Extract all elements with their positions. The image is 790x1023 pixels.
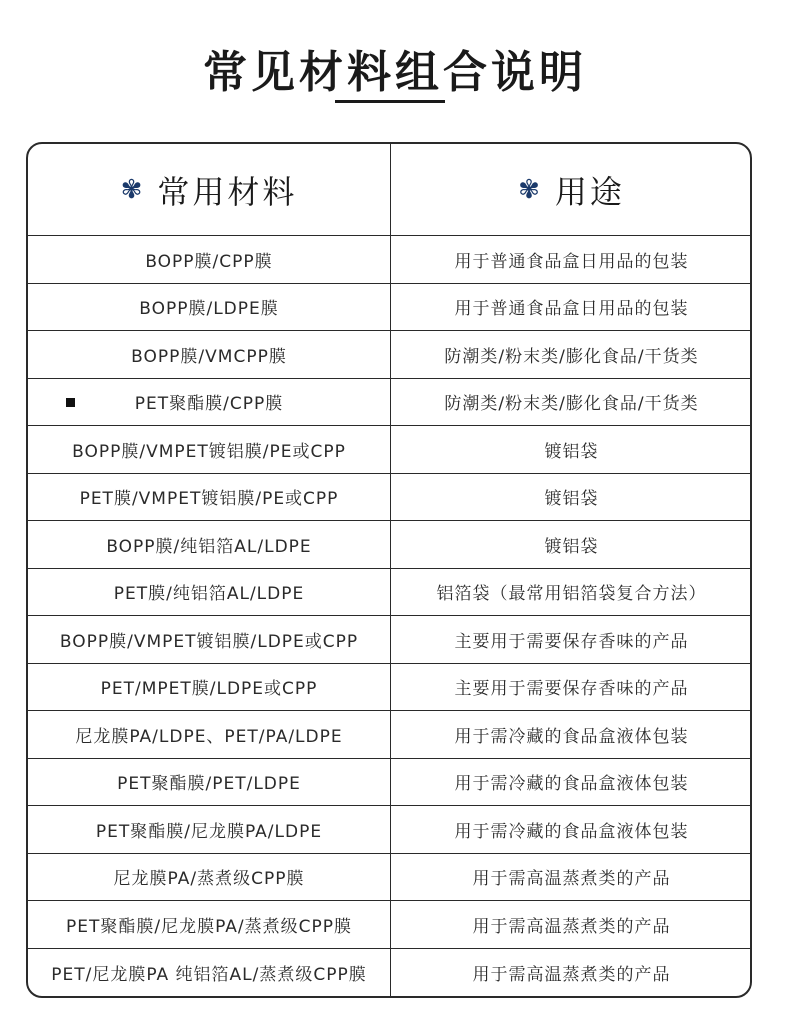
usage-cell: 主要用于需要保存香味的产品	[454, 679, 689, 700]
material-cell: PET膜/VMPET镀铝膜/PE或CPP	[79, 489, 339, 510]
table-row	[28, 236, 750, 284]
usage-cell: 用于普通食品盒日用品的包装	[454, 299, 689, 320]
usage-cell: 用于需高温蒸煮类的产品	[472, 964, 671, 985]
table-row	[28, 284, 750, 332]
usage-cell: 用于需高温蒸煮类的产品	[472, 869, 671, 890]
usage-cell: 主要用于需要保存香味的产品	[454, 631, 689, 652]
usage-cell: 镀铝袋	[544, 536, 599, 557]
material-cell: PET聚酯膜/PET/LDPE	[117, 774, 301, 795]
table-body	[28, 236, 750, 996]
header-usage-label: 用途	[554, 173, 625, 211]
usage-cell: 用于需冷藏的食品盒液体包装	[454, 726, 689, 747]
material-cell: BOPP膜/LDPE膜	[139, 299, 279, 320]
table-row	[28, 426, 750, 474]
header-material	[28, 144, 390, 236]
material-cell: PET聚酯膜/CPP膜	[134, 394, 284, 415]
table-row	[28, 474, 750, 522]
material-cell: PET聚酯膜/尼龙膜PA/LDPE	[95, 821, 323, 842]
usage-cell: 用于普通食品盒日用品的包装	[454, 251, 689, 272]
page-title: 常见材料组合说明	[203, 47, 587, 98]
material-cell: 尼龙膜PA/LDPE、PET/PA/LDPE	[75, 726, 343, 747]
table-header	[28, 144, 750, 236]
table-row	[28, 664, 750, 712]
table-row	[28, 379, 750, 427]
materials-table	[26, 142, 752, 998]
material-cell: BOPP膜/VMCPP膜	[131, 346, 287, 367]
table-row	[28, 949, 750, 997]
usage-cell: 防潮类/粉末类/膨化食品/干货类	[444, 346, 699, 367]
table-row	[28, 711, 750, 759]
table-row	[28, 616, 750, 664]
material-cell: PET聚酯膜/尼龙膜PA/蒸煮级CPP膜	[66, 916, 352, 937]
material-cell: BOPP膜/VMPET镀铝膜/LDPE或CPP	[59, 631, 359, 652]
usage-cell: 防潮类/粉末类/膨化食品/干货类	[444, 394, 699, 415]
usage-cell: 镀铝袋	[544, 441, 599, 462]
material-cell: 尼龙膜PA/蒸煮级CPP膜	[113, 869, 305, 890]
flower-icon: ✾	[120, 175, 146, 205]
header-usage	[391, 144, 752, 236]
material-cell: PET膜/纯铝箔AL/LDPE	[113, 584, 305, 605]
table-row	[28, 806, 750, 854]
table-row	[28, 854, 750, 902]
usage-cell: 用于需高温蒸煮类的产品	[472, 916, 671, 937]
table-row	[28, 331, 750, 379]
flower-icon: ✾	[518, 175, 543, 205]
material-cell: BOPP膜/纯铝箔AL/LDPE	[106, 536, 312, 557]
material-cell: BOPP膜/VMPET镀铝膜/PE或CPP	[72, 441, 346, 462]
table-row	[28, 521, 750, 569]
title-underline	[335, 100, 445, 103]
header-material-label: 常用材料	[157, 173, 298, 211]
table-row	[28, 901, 750, 949]
table-row	[28, 569, 750, 617]
material-cell: BOPP膜/CPP膜	[145, 251, 273, 272]
usage-cell: 用于需冷藏的食品盒液体包装	[454, 821, 689, 842]
usage-cell: 用于需冷藏的食品盒液体包装	[454, 774, 689, 795]
material-cell: PET/尼龙膜PA 纯铝箔AL/蒸煮级CPP膜	[51, 964, 367, 985]
table-row	[28, 759, 750, 807]
material-cell: PET/MPET膜/LDPE或CPP	[100, 679, 318, 700]
usage-cell: 镀铝袋	[544, 489, 599, 510]
usage-cell: 铝箔袋（最常用铝箔袋复合方法）	[436, 584, 707, 605]
